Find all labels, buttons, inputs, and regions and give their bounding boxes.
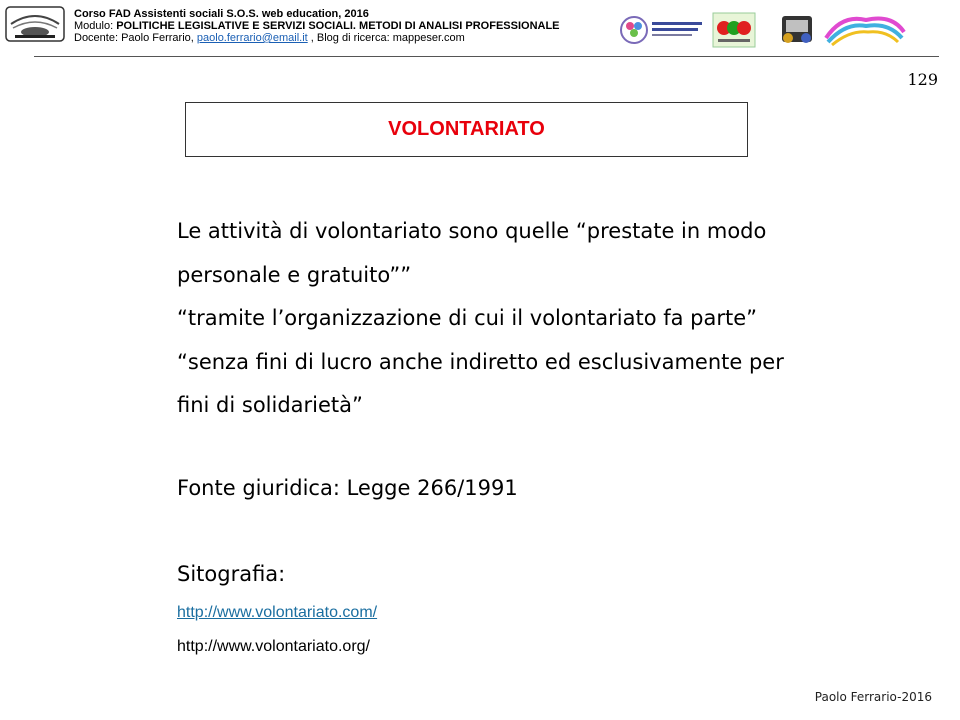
slide-title: VOLONTARIATO bbox=[388, 118, 545, 140]
teacher-line bbox=[74, 32, 614, 44]
course-logo-icon bbox=[5, 6, 65, 42]
header bbox=[0, 0, 960, 56]
title-box bbox=[185, 102, 748, 157]
header-divider bbox=[34, 56, 939, 57]
teacher-prefix: Docente: Paolo Ferrario, bbox=[74, 32, 197, 44]
email-link[interactable]: paolo.ferrario@email.it bbox=[196, 32, 308, 44]
studio-professionale-logo-icon bbox=[618, 12, 706, 48]
module-title: POLITICHE LEGISLATIVE E SERVIZI SOCIALI. METODI DI ANALISI PROFESSIONALE bbox=[116, 20, 560, 32]
profass-logo-icon bbox=[822, 12, 908, 48]
course-title: Corso FAD Assistenti sociali S.O.S. web education, 2016 bbox=[74, 8, 369, 20]
body-line: “tramite l’organizzazione di cui il volontariato fa parte” bbox=[177, 306, 758, 330]
footer-author: Paolo Ferrario-2016 bbox=[814, 690, 932, 704]
volontariato-com-link[interactable]: http://www.volontariato.com/ bbox=[177, 604, 378, 621]
page-number: 129 bbox=[907, 70, 938, 89]
sos-logo-icon bbox=[712, 12, 756, 48]
body-text bbox=[177, 210, 897, 428]
module-line bbox=[74, 20, 614, 32]
legal-source: Fonte giuridica: Legge 266/1991 bbox=[177, 476, 518, 500]
body-line: personale e gratuito”” bbox=[177, 262, 412, 287]
media-logo-icon bbox=[776, 12, 816, 48]
volontariato-org-link[interactable]: http://www.volontariato.org/ bbox=[177, 638, 370, 655]
course-info bbox=[74, 8, 614, 44]
teacher-suffix: , Blog di ricerca: mappeser.com bbox=[307, 32, 465, 44]
sitografia-heading: Sitografia: bbox=[177, 562, 286, 586]
body-line: “senza fini di lucro anche indiretto ed esclusivamente per bbox=[177, 349, 784, 374]
module-prefix: Modulo: bbox=[74, 20, 117, 32]
body-line: Le attività di volontariato sono quelle “prestate in modo bbox=[177, 219, 767, 243]
body-line: fini di solidarietà” bbox=[177, 393, 363, 417]
